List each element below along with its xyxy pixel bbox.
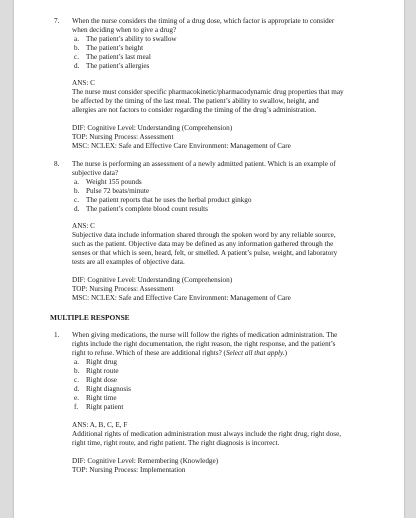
option-text: The patient reports that he uses the herbal product ginkgo bbox=[86, 196, 252, 204]
option-letter: a. bbox=[74, 178, 79, 186]
msc-meta: MSC: NCLEX: Safe and Effective Care Environment: Management of Care bbox=[72, 294, 291, 302]
option-letter: b. bbox=[74, 187, 80, 195]
answer-key: ANS: A, B, C, E, F bbox=[72, 421, 128, 429]
option-text: Right patient bbox=[86, 403, 124, 411]
stem-text: right to refuse. Which of these are additional rights? ( bbox=[72, 349, 226, 357]
difficulty-meta: DIF: Cognitive Level: Understanding (Comprehension) bbox=[72, 276, 233, 284]
option-text: Weight 155 pounds bbox=[86, 178, 142, 186]
option-letter: d. bbox=[74, 385, 80, 393]
option-text: Right dose bbox=[86, 376, 117, 384]
question-stem-line: The nurse is performing an assessment of a newly admitted patient. Which is an example of bbox=[72, 160, 336, 168]
topic-meta: TOP: Nursing Process: Assessment bbox=[72, 133, 174, 141]
option-text: Right diagnosis bbox=[86, 385, 131, 393]
answer-key: ANS: C bbox=[72, 79, 95, 87]
question-number: 8. bbox=[54, 160, 60, 168]
rationale-line: Subjective data include information shared through the spoken word by any reliable source, bbox=[72, 231, 336, 239]
question-stem-line: subjective data? bbox=[72, 169, 119, 177]
question-stem-line: When giving medications, the nurse will follow the rights of medication administration. The bbox=[72, 331, 338, 339]
rationale-line: allergies are not factors to consider regarding the timing of the drug’s administration. bbox=[72, 106, 317, 114]
option-text: Right time bbox=[86, 394, 117, 402]
question-stem-line: When the nurse considers the timing of a drug dose, which factor is appropriate to consider bbox=[72, 17, 335, 25]
question-number: 1. bbox=[54, 331, 60, 339]
option-letter: b. bbox=[74, 367, 80, 375]
topic-meta: TOP: Nursing Process: Assessment bbox=[72, 285, 174, 293]
option-letter: c. bbox=[74, 196, 79, 204]
option-text: The patient’s complete blood count results bbox=[86, 205, 208, 213]
question-number: 7. bbox=[54, 17, 60, 25]
stem-close-paren: ) bbox=[284, 349, 288, 357]
option-letter: b. bbox=[74, 44, 80, 52]
option-text: The patient’s last meal bbox=[86, 53, 151, 61]
rationale-line: tests are all examples of objective data. bbox=[72, 258, 185, 266]
option-letter: a. bbox=[74, 358, 79, 366]
option-letter: f. bbox=[74, 403, 79, 411]
rationale-line: be affected by the timing of the last meal. The patient’s ability to swallow, height, and bbox=[72, 97, 319, 105]
answer-key: ANS: C bbox=[72, 222, 95, 230]
document-page bbox=[14, 0, 404, 518]
option-letter: a. bbox=[74, 35, 79, 43]
option-letter: c. bbox=[74, 376, 79, 384]
option-letter: d. bbox=[74, 205, 80, 213]
rationale-line: The nurse must consider specific pharmacokinetic/pharmacodynamic drug properties that may bbox=[72, 88, 344, 96]
option-letter: e. bbox=[74, 394, 79, 402]
rationale-line: senses or that which is seen, heard, felt, or smelled. A patient’s pulse, weight, and laboratory bbox=[72, 249, 338, 257]
difficulty-meta: DIF: Cognitive Level: Understanding (Comprehension) bbox=[72, 124, 233, 132]
option-text: The patient’s ability to swallow bbox=[86, 35, 177, 43]
section-heading: MULTIPLE RESPONSE bbox=[50, 313, 130, 322]
question-stem-line bbox=[72, 349, 287, 358]
option-letter: d. bbox=[74, 62, 80, 70]
msc-meta: MSC: NCLEX: Safe and Effective Care Environment: Management of Care bbox=[72, 142, 291, 150]
option-text: Right route bbox=[86, 367, 119, 375]
question-stem-line: when deciding when to give a drug? bbox=[72, 26, 177, 34]
topic-meta: TOP: Nursing Process: Implementation bbox=[72, 466, 186, 474]
rationale-line: right time, right route, and right patient. The right diagnosis is incorrect. bbox=[72, 439, 280, 447]
option-text: Right drug bbox=[86, 358, 117, 366]
question-stem-line: rights include the right documentation, the right reason, the right response, and the patient’s bbox=[72, 340, 336, 348]
option-text: The patient’s allergies bbox=[86, 62, 150, 70]
option-text: The patient’s height bbox=[86, 44, 144, 52]
option-letter: c. bbox=[74, 53, 79, 61]
select-all-instruction: Select all that apply. bbox=[225, 349, 285, 357]
rationale-line: such as the patient. Objective data may be defined as any information gathered through the bbox=[72, 240, 334, 248]
difficulty-meta: DIF: Cognitive Level: Remembering (Knowledge) bbox=[72, 457, 219, 465]
rationale-line: Additional rights of medication administration must always include the right drug, right dose, bbox=[72, 430, 342, 438]
option-text: Pulse 72 beats/minute bbox=[86, 187, 150, 195]
